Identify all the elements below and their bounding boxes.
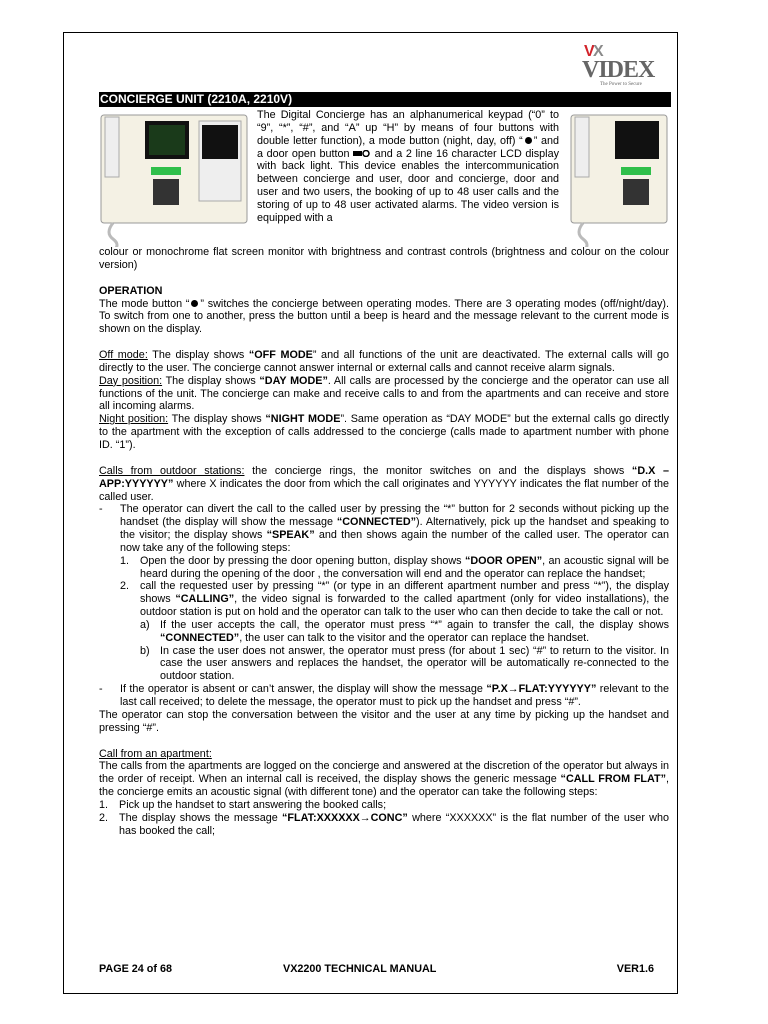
- list-item: b) In case the user does not answer, the operator must press (for about 1 sec) “#” to return to the visitor. In case the user answers and replaces the handset, the operator will be automatically re-connected to the outdoor station.: [140, 644, 669, 683]
- page-number: PAGE 24 of 68: [99, 963, 173, 975]
- videx-logo: [578, 40, 664, 90]
- apartment-steps: [99, 799, 669, 838]
- outdoor-calls-paragraph: Calls from outdoor stations: the concierge rings, the monitor switches on and the displays shows “D.X – APP:YYYYYY” where X indicates the door from which the call originates and YYYYYY indicates the flat number of the called user.: [99, 464, 670, 503]
- concierge-unit-image-right: [569, 107, 669, 247]
- concierge-unit-image-left: [99, 107, 249, 247]
- intro-text: [257, 109, 559, 225]
- off-mode-paragraph: Off mode: The display shows “OFF MODE” and all functions of the unit are deactivated. The external calls will go directly to the user. The concierge cannot answer internal or external calls and cannot receive alarm signals.: [99, 349, 670, 374]
- list-item: - If the operator is absent or can’t answer, the display will show the message “P.X→FLAT:YYYYYY” relevant to the last call received; to delete the message, the operator must to pick up the handset and press “#”.: [99, 683, 669, 709]
- intro-text-b: ” and a door open button: [257, 134, 560, 160]
- section-title: CONCIERGE UNIT (2210A, 2210V): [99, 92, 671, 107]
- list-item: 2. The display shows the message “FLAT:XXXXXX→CONC” where “XXXXXX” is the flat number of the user who has booked the call;: [99, 811, 669, 837]
- list-item: - The operator can divert the call to the called user by pressing the “*” button for 2 seconds without picking up the handset (the display will show the message “CONNECTED”). Alternatively, pick up the handset and speaking to the visitor; the display shows “SPEAK” and then shows again the number of the called user. The operator can now take any of the following steps: 1. Open the door by pressing the door opening button, display shows “DOOR OPEN”, an acoustic signal will be heard during the opening of the door , the conversation will end and the operator can replace the handset; 2. call the requested user by pressing “*” (or type in an different apartment number and press “*”), the display shows “CALLING”, the video signal is forwarded to the called apartment (only for video installations), the outdoor station is put on hold and the operator can talk to the user who can then decide to take the call or not. a) If the user accepts the call, the operator must press “*” again to transfer the call, the display shows “CONNECTED”, the user can talk to the visitor and the operator can replace the handset. b) In case the user does not answer, the operator must press (for about 1 sec) “#” to return to the visitor. In case the user answers and replaces the handset, the operator will be automatically re-connected to the outdoor station.: [99, 503, 669, 683]
- apartment-heading: Call from an apartment:: [99, 747, 212, 760]
- apartment-paragraph: The calls from the apartments are logged on the concierge and answered at the discretion of the operator but always in the order of receipt. When an internal call is received, the display shows the generic message “CALL FROM FLAT”, the concierge emits an acoustic signal (with different tone) and the operator can take the following steps:: [99, 760, 670, 799]
- version-label: VER1.6: [616, 963, 654, 975]
- day-mode-paragraph: Day position: The display shows “DAY MODE”. All calls are processed by the concierge and the operator can use all functions of the unit. The concierge can make and receive calls to and from the apartments and can receive and store all incoming alarms.: [99, 374, 670, 413]
- list-item: 2. call the requested user by pressing “*” (or type in an different apartment number and press “*”), the display shows “CALLING”, the video signal is forwarded to the called apartment (only for video installations), the outdoor station is put on hold and the operator can talk to the user who can then decide to take the call or not. a) If the user accepts the call, the operator must press “*” again to transfer the call, the display shows “CONNECTED”, the user can talk to the visitor and the operator can replace the handset. b) In case the user does not answer, the operator must press (for about 1 sec) “#” to return to the visitor. In case the user answers and replaces the handset, the operator will be automatically re-connected to the outdoor station.: [120, 580, 669, 683]
- intro-text-c: and a 2 line 16 character LCD display with back light. This device enables the intercommunication between concierge and user, door and concierge, door and user and two users, the booking of up to 48 user calls and the storing of up to 48 user activated alarms. The video version is equipped with a: [257, 147, 559, 224]
- list-item: a) If the user accepts the call, the operator must press “*” again to transfer the call, the display shows “CONNECTED”, the user can talk to the visitor and the operator can replace the handset.: [140, 618, 669, 644]
- outdoor-closing: The operator can stop the conversation between the visitor and the user at any time by picking up the handset and pressing “#”.: [99, 708, 669, 734]
- svg-text:V: V: [584, 43, 595, 60]
- document-body: [99, 92, 669, 837]
- intro-text-a: The Digital Concierge has an alphanumerical keypad (“0” to “9”, “*”, “#”, and “A” up “H” by means of four buttons with double letter function), a mode button (night, day, off) “: [257, 109, 559, 147]
- numbered-steps: [120, 555, 669, 683]
- manual-title: VX2200 TECHNICAL MANUAL: [283, 963, 437, 975]
- intro-block: [99, 107, 669, 252]
- mode-dot-icon: [525, 137, 532, 144]
- key-icon: [353, 150, 371, 157]
- operation-heading: OPERATION: [99, 284, 163, 297]
- outdoor-steps-list: [99, 503, 669, 709]
- lettered-steps: [140, 619, 669, 683]
- list-item: 1. Open the door by pressing the door opening button, display shows “DOOR OPEN”, an acoustic signal will be heard during the opening of the door , the conversation will end and the operator can replace the handset;: [120, 554, 669, 580]
- svg-text:VIDEX: VIDEX: [582, 57, 655, 83]
- svg-text:The Power to Secure: The Power to Secure: [600, 82, 642, 87]
- mode-dot-icon: [191, 300, 198, 307]
- intro-tail: colour or monochrome flat screen monitor with brightness and contrast controls (brightness and colour on the colour version): [99, 246, 669, 271]
- svg-text:X: X: [593, 43, 604, 60]
- operation-paragraph: The mode button “ ” switches the concierge between operating modes. There are 3 operating modes (off/night/day). To switch from one to another, press the button until a beep is heard and the message relevant to the current mode is shown on the display.: [99, 297, 670, 336]
- list-item: 1. Pick up the handset to start answering the booked calls;: [99, 798, 387, 811]
- night-mode-paragraph: Night position: The display shows “NIGHT MODE”. Same operation as “DAY MODE” but the external calls go directly to the apartment with the exception of calls addressed to the concierge (calls made to apartment number with phone ID. “1”).: [99, 413, 670, 451]
